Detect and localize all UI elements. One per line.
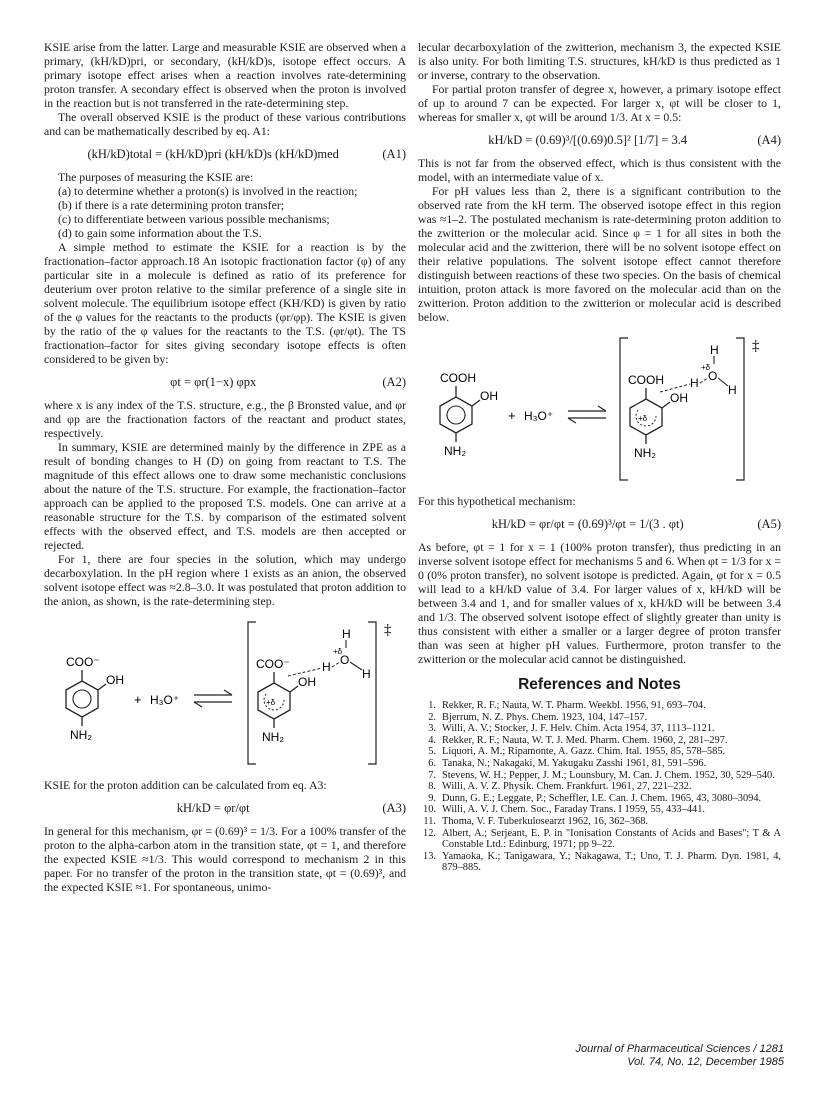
reference-item (418, 700, 781, 712)
equation-tag: (A4) (757, 133, 781, 147)
ts-group: COOH (628, 373, 664, 387)
list-item: (a) to determine whether a proton(s) is involved in the reaction; (58, 184, 358, 198)
paragraph: A simple method to estimate the KSIE for a reaction is by the fractionation–factor approach.18 An isotopic fractionation factor (φ) of any particular site in a molecule is defined as ratio of its preference for deuterium over proton relative to the similar preference of a single site in solvent molecule. The equilibrium isotope effect (KH/KD) is given by ratio of the φ values for the reactants to the products (φr/φp). The KSIE is given by the ratio of the φ values for the reactants to the T.S. (φr/φt). The TS fractionation–factor for sites giving secondary isotope effects is often considered to be given by: (44, 240, 406, 366)
paragraph: KSIE arise from the latter. Large and measurable KSIE are observed when a primary, (kH/kD)pri, or secondary, (kH/kD)s, isotope effect occurs. A primary isotope effect arises when a reaction involves rate-determining proton transfer. A secondary effect is observed when the proton is involved in the reaction but is not transferred in the rate-determining step. (44, 40, 406, 110)
ts-oxygen: O (340, 653, 350, 667)
references-heading: References and Notes (518, 676, 681, 693)
reference-number: 1. (428, 700, 436, 711)
transition-state-symbol: ‡ (384, 622, 392, 638)
reference-number: 6. (428, 757, 436, 769)
reference-number: 2. (428, 711, 436, 723)
plus-sign: + (134, 692, 142, 707)
reference-number: 11. (423, 815, 436, 827)
reference-text: Willi, A. V.; Stocker, J. F. Helv. Chim. Acta 1954, 37, 1113–1121. (442, 723, 715, 735)
reference-text: Rekker, R. F.; Nauta, W. T. J. Med. Pharm. Chem. 1960, 2, 281–297. (442, 734, 728, 746)
reference-text: Yamaoka, K.; Tanigawara, Y.; Nakagawa, T.; Uno, T. J. Pharm. Dyn. 1981, 4, 879–885. (442, 850, 781, 874)
ts-h-right: H (362, 667, 371, 681)
equation-tag: (A3) (382, 801, 406, 815)
reference-text: Albert, A.; Serjeant, E. P. in "Ionisation Constants of Acids and Bases"; T & A Constable Ltd.: Edinburg, 1971; pp 9–22. (442, 827, 781, 851)
volume-info: Vol. 74, No. 12, December 1985 (627, 1056, 784, 1068)
benzene-ring (66, 681, 98, 717)
label-reactant-oh: OH (480, 389, 498, 403)
ts-ring-charge: +δ (266, 698, 276, 707)
reference-text: Willi, A. V. Z. Physik. Chem. Frankfurt. 1961, 27, 221–232. (442, 781, 692, 793)
reference-text: Bjerrum, N. Z. Phys. Chem. 1923, 104, 147–157. (442, 711, 648, 723)
paragraph: For partial proton transfer of degree x, however, a primary isotope effect of up to around 7 can be expected. For larger x, φt will be closer to 1, whereas for smaller x, φt will be around 1/3. At x = 0.5: (418, 82, 781, 124)
ts-h-top: H (342, 627, 351, 641)
ts-transferring-h: H (690, 376, 699, 390)
reference-text: Dunn, G. E.; Leggate, P.; Scheffler, I.E. Can. J. Chem. 1965, 43, 3080–3094. (442, 792, 762, 804)
equation-a2 (44, 375, 406, 389)
equation-a4 (418, 133, 781, 147)
label-reactant-oh: OH (106, 673, 124, 687)
page-footer (540, 1043, 784, 1069)
reference-item (418, 723, 781, 735)
equation-a5 (418, 517, 781, 531)
ts-charge: +δ (333, 647, 343, 656)
reference-number: 10. (423, 804, 436, 816)
reference-item (418, 781, 781, 793)
reference-text: Liquori, A. M.; Ripamonte, A. Gazz. Chim. Ital. 1955, 85, 578–585. (442, 746, 726, 758)
reference-item (418, 712, 781, 724)
aromatic-circle (73, 690, 91, 708)
reference-item (418, 770, 781, 782)
reference-item (418, 828, 781, 851)
ts-oh: OH (298, 675, 316, 689)
label-reactant-group: COOH (440, 371, 476, 385)
paragraph: where x is any index of the T.S. structure, e.g., the β Bronsted value, and φr and φp are the fractionation factors of the reactant and product states, respectively. (44, 398, 406, 440)
reference-text: Stevens, W. H.; Pepper, J. M.; Lounsbury, M. Can. J. Chem. 1952, 30, 529–540. (442, 769, 775, 781)
reaction-scheme-anion (44, 618, 406, 768)
reference-item (418, 758, 781, 770)
reference-item (418, 735, 781, 747)
label-reactant-group: COO⁻ (66, 655, 100, 669)
paragraph: lecular decarboxylation of the zwitterion, mechanism 3, the expected KSIE is also unity. For both limiting T.S. structures, kH/kD is thus predicted as 1 or inverse, contrary to the observation. (418, 40, 781, 82)
transition-state-symbol: ‡ (752, 338, 760, 354)
ts-h-top: H (710, 343, 719, 357)
paragraph: In general for this mechanism, φr = (0.69)³ = 1/3. For a 100% transfer of the proton to the alpha-carbon atom in the transition state, φt = 1, and therefore the expected KSIE ≈1/3. This would correspond to mechanism 2 in this paper. For no transfer of the proton in the transition state, φt = (0.69)³, and the expected KSIE ≈1. For spontaneous, unimo- (44, 824, 406, 894)
ts-transferring-h: H (322, 660, 331, 674)
ts-group: COO⁻ (256, 657, 290, 671)
reference-item (418, 851, 781, 874)
label-hydronium: H₃O⁺ (524, 409, 554, 423)
right-bracket (736, 338, 744, 480)
left-bracket (248, 622, 256, 764)
reference-number: 4. (428, 734, 436, 746)
reference-number: 7. (428, 769, 436, 781)
paragraph: The overall observed KSIE is the product of these various contributions and can be mathematically described by eq. A1: (44, 110, 406, 138)
ts-oh: OH (670, 391, 688, 405)
ts-nh2: NH₂ (634, 446, 656, 460)
paragraph: For 1, there are four species in the solution, which may undergo decarboxylation. In the pH region where 1 exists as an anion, the observed solvent isotope effect was ≈2.8–3.0. It was postulated that proton addition to the anion, as shown, is the rate-determining step. (44, 552, 406, 608)
reference-text: Tanaka, N.; Nakagaki, M. Yakugaku Zasshi 1961, 81, 591–596. (442, 757, 707, 769)
list-item: (c) to differentiate between various possible mechanisms; (58, 212, 330, 226)
paragraph: As before, φt = 1 for x = 1 (100% proton transfer), thus predicting in an inverse solvent isotope effect for mechanisms 5 and 6. When φt = 1/3 for x = 0 (0% proton transfer), no solvent isotope is predicted. Again, φt for x = 0.5 will lead to a kH/kD value of 3.4. For larger values of x, kH/kD will be between 3.4 and 1, and for smaller values of x, kH/kD will be between 3.4 and 1/3. The observed solvent isotope effect of slightly greater than unity is thus consistent with either a smaller or a larger degree of proton transfer than was seen at higher pH values. Furthermore, proton transfer to the zwitterion or the molecular acid cannot be distinguished. (418, 540, 782, 666)
paragraph: In summary, KSIE are determined mainly by the difference in ZPE as a result of bonding changes to H (D) on going from reactant to T.S. The magnitude of this effect allows one to draw some mechanistic conclusions about the nature of the T.S. structure. For example, the fractionation–factor approach can be applied to the proposed T.S. models. One can arrive at a reasonable structure for the T.S. by comparison of the estimated solvent effects with the observed effect, and T.S. models are then accepted or rejected. (44, 440, 406, 552)
equation-formula: kH/kD = φr/φt (176, 801, 250, 815)
paragraph: For this hypothetical mechanism: (418, 494, 576, 508)
ts-oxygen: O (708, 369, 718, 383)
right-column (418, 40, 781, 874)
equation-formula: (kH/kD)total = (kH/kD)pri (kH/kD)s (kH/kD)med (87, 147, 339, 161)
equation-a1 (44, 147, 406, 161)
ts-ring-charge: +δ (638, 414, 648, 423)
label-hydronium: H₃O⁺ (150, 693, 180, 707)
equation-a3 (44, 801, 406, 815)
right-bracket (368, 622, 376, 764)
reference-text: Willi, A. V. J. Chem. Soc., Faraday Trans. I 1959, 55, 433–441. (442, 804, 706, 816)
list-item: (b) if there is a rate determining proton transfer; (58, 198, 285, 212)
ts-nh2: NH₂ (262, 730, 284, 744)
ts-h-right: H (728, 383, 737, 397)
references-list (418, 700, 781, 874)
aromatic-circle (447, 406, 465, 424)
reference-number: 13. (423, 850, 436, 862)
equation-tag: (A1) (382, 147, 406, 161)
reference-number: 8. (428, 781, 436, 793)
label-reactant-nh2: NH₂ (444, 444, 466, 458)
journal-citation: Journal of Pharmaceutical Sciences / 1281 (575, 1043, 784, 1055)
reaction-scheme-drawing (44, 618, 406, 768)
paragraph: KSIE for the proton addition can be calculated from eq. A3: (44, 778, 327, 792)
equation-formula: φt = φr(1−x) φpx (170, 375, 257, 389)
paragraph: The purposes of measuring the KSIE are: (58, 170, 254, 184)
reference-item (418, 793, 781, 805)
equation-formula: kH/kD = (0.69)³/[(0.69)0.5]² [1/7] = 3.4 (488, 133, 688, 147)
list-item: (d) to gain some information about the T.S. (58, 226, 262, 240)
benzene-ring (440, 397, 472, 433)
left-bracket (620, 338, 628, 480)
reaction-scheme-acid (418, 334, 781, 484)
reference-item (418, 816, 781, 828)
reference-item (418, 804, 781, 816)
reference-number: 5. (428, 746, 436, 758)
reaction-scheme-drawing (418, 334, 781, 484)
equation-tag: (A5) (757, 517, 781, 531)
reference-number: 3. (428, 723, 436, 735)
reference-number: 9. (428, 792, 436, 804)
reference-text: Rekker, R. F.; Nauta, W. T. Pharm. Weekbl. 1956, 91, 693–704. (442, 700, 706, 711)
label-reactant-nh2: NH₂ (70, 728, 92, 742)
paragraph: For pH values less than 2, there is a significant contribution to the observed rate from the kH term. The observed isotope effect in this region was ≈1–2. The postulated mechanism is rate-determining proton addition to the zwitterion or the molecular acid. Since φ = 1 for all sites in both the molecular acid and the zwitterion, there will be no solvent isotope effect on their relative populations. The solvent isotope effect cannot therefore distinguish between reactions of these two species. On the basis of chemical intuition, proton attack is more favored on the molecular acid than on the zwitterion. Proton addition to the zwitterion or molecular acid is described below. (418, 184, 781, 324)
equation-tag: (A2) (382, 375, 406, 389)
left-column (44, 40, 406, 894)
reference-number: 12. (423, 827, 436, 839)
equation-formula: kH/kD = φr/φt = (0.69)³/φt = 1/(3 . φt) (491, 517, 684, 531)
plus-sign: + (508, 408, 516, 423)
ts-charge: +δ (701, 363, 711, 372)
paragraph: This is not far from the observed effect, which is thus consistent with the model, with an intermediate value of x. (418, 156, 781, 184)
reference-item (418, 746, 781, 758)
reference-text: Thoma, V. F. Tuberkulosearzt 1962, 16, 362–368. (442, 815, 649, 827)
